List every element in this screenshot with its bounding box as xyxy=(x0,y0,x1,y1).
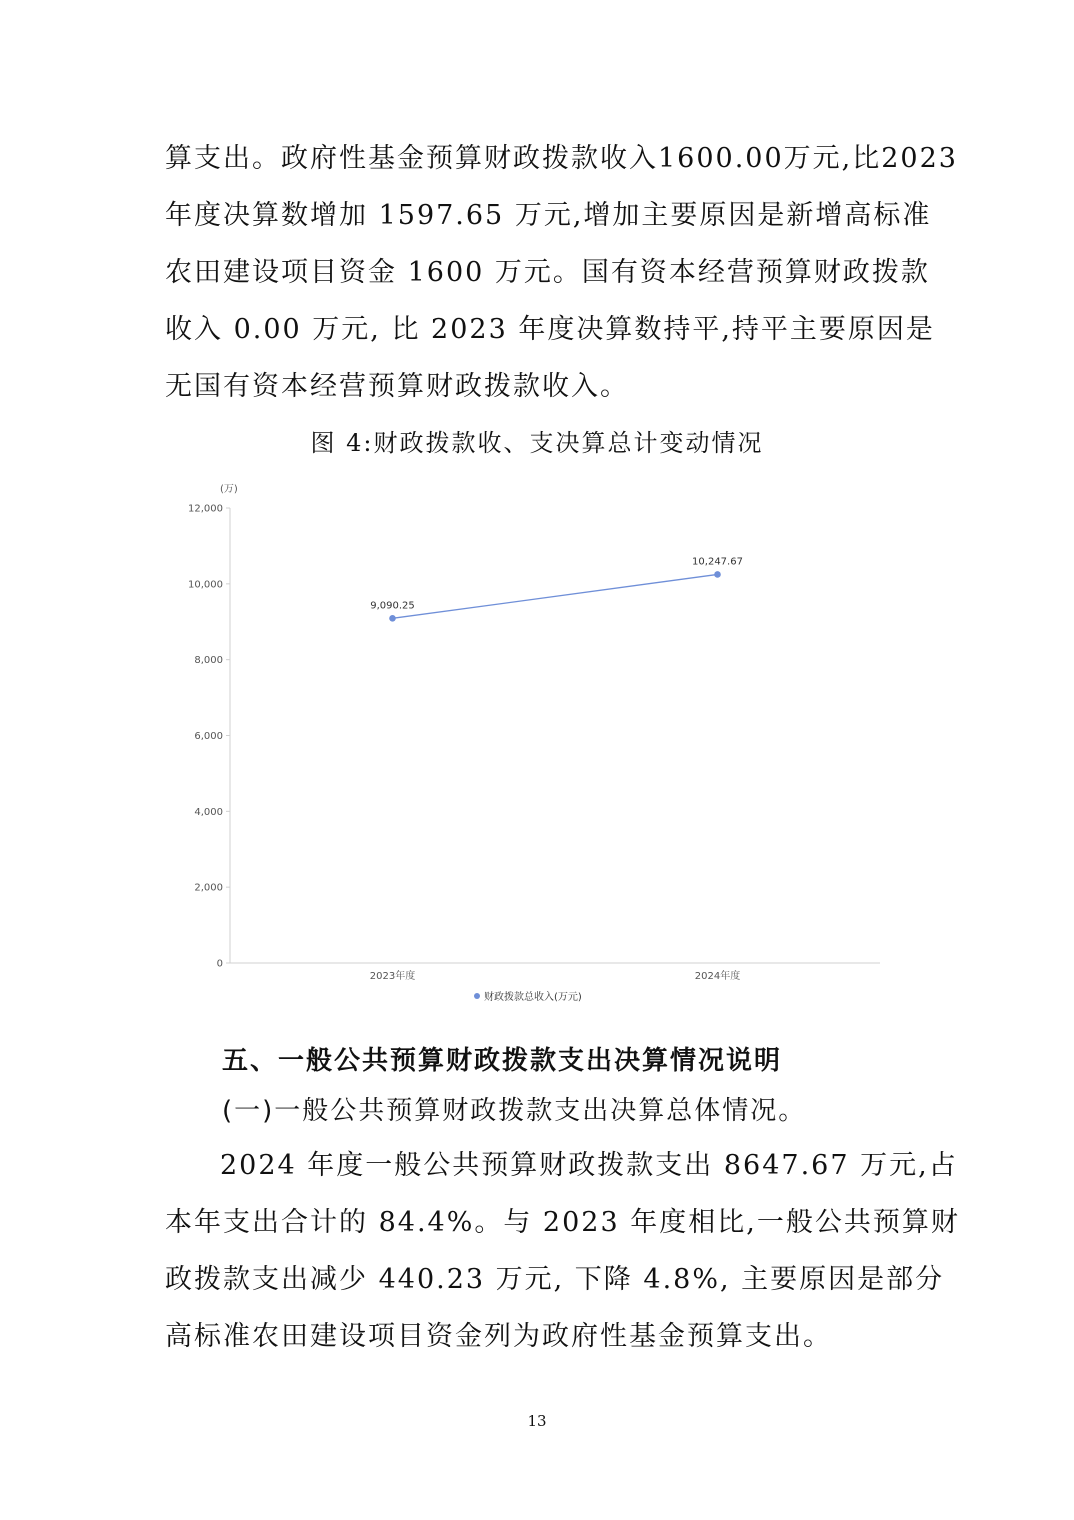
text-line: 2024 年度一般公共预算财政拨款支出 8647.67 万元,占 xyxy=(220,1150,958,1181)
text-line: 收入 0.00 万元, 比 2023 年度决算数持平,持平主要原因是 xyxy=(165,314,935,345)
paragraph-general-budget xyxy=(165,1137,960,1365)
figure-caption: 图 4:财政拨款收、支决算总计变动情况 xyxy=(310,429,764,457)
text-line: 农田建设项目资金 1600 万元。国有资本经营预算财政拨款 xyxy=(165,257,930,288)
data-label: 9,090.25 xyxy=(370,600,415,612)
text-line: 本年支出合计的 84.4%。与 2023 年度相比,一般公共预算财 xyxy=(165,1207,960,1238)
page-number: 13 xyxy=(527,1412,547,1430)
text-line: 高标准农田建设项目资金列为政府性基金预算支出。 xyxy=(165,1321,832,1352)
text-line: 算支出。政府性基金预算财政拨款收入1600.00万元,比2023 xyxy=(165,143,958,174)
data-label: 10,247.67 xyxy=(692,556,743,568)
paragraph-fund-revenue xyxy=(165,130,958,415)
y-tick-label: 4,000 xyxy=(194,806,223,818)
x-tick-label: 2024年度 xyxy=(694,971,741,982)
y-tick-label: 12,000 xyxy=(188,503,223,515)
y-axis-unit-label: (万) xyxy=(220,484,238,495)
section-title: 五、一般公共预算财政拨款支出决算情况说明 xyxy=(222,1046,783,1076)
legend-marker xyxy=(474,993,480,999)
text-line: 政拨款支出减少 440.23 万元, 下降 4.8%, 主要原因是部分 xyxy=(165,1264,945,1295)
y-tick-label: 6,000 xyxy=(194,731,223,742)
line-chart xyxy=(170,475,900,1020)
y-tick-label: 10,000 xyxy=(188,579,223,591)
y-tick-label: 2,000 xyxy=(194,882,223,894)
data-point xyxy=(389,615,396,622)
text-line: 年度决算数增加 1597.65 万元,增加主要原因是新增高标准 xyxy=(165,200,932,231)
x-tick-label: 2023年度 xyxy=(369,971,416,982)
legend-label: 财政拨款总收入(万元) xyxy=(484,992,582,1003)
y-tick-label: 0 xyxy=(216,958,223,970)
text-line: 无国有资本经营预算财政拨款收入。 xyxy=(165,371,629,402)
series-line xyxy=(393,574,718,618)
subsection-title: (一)一般公共预算财政拨款支出决算总体情况。 xyxy=(222,1096,807,1126)
data-point xyxy=(714,571,721,578)
y-tick-label: 8,000 xyxy=(194,655,223,667)
